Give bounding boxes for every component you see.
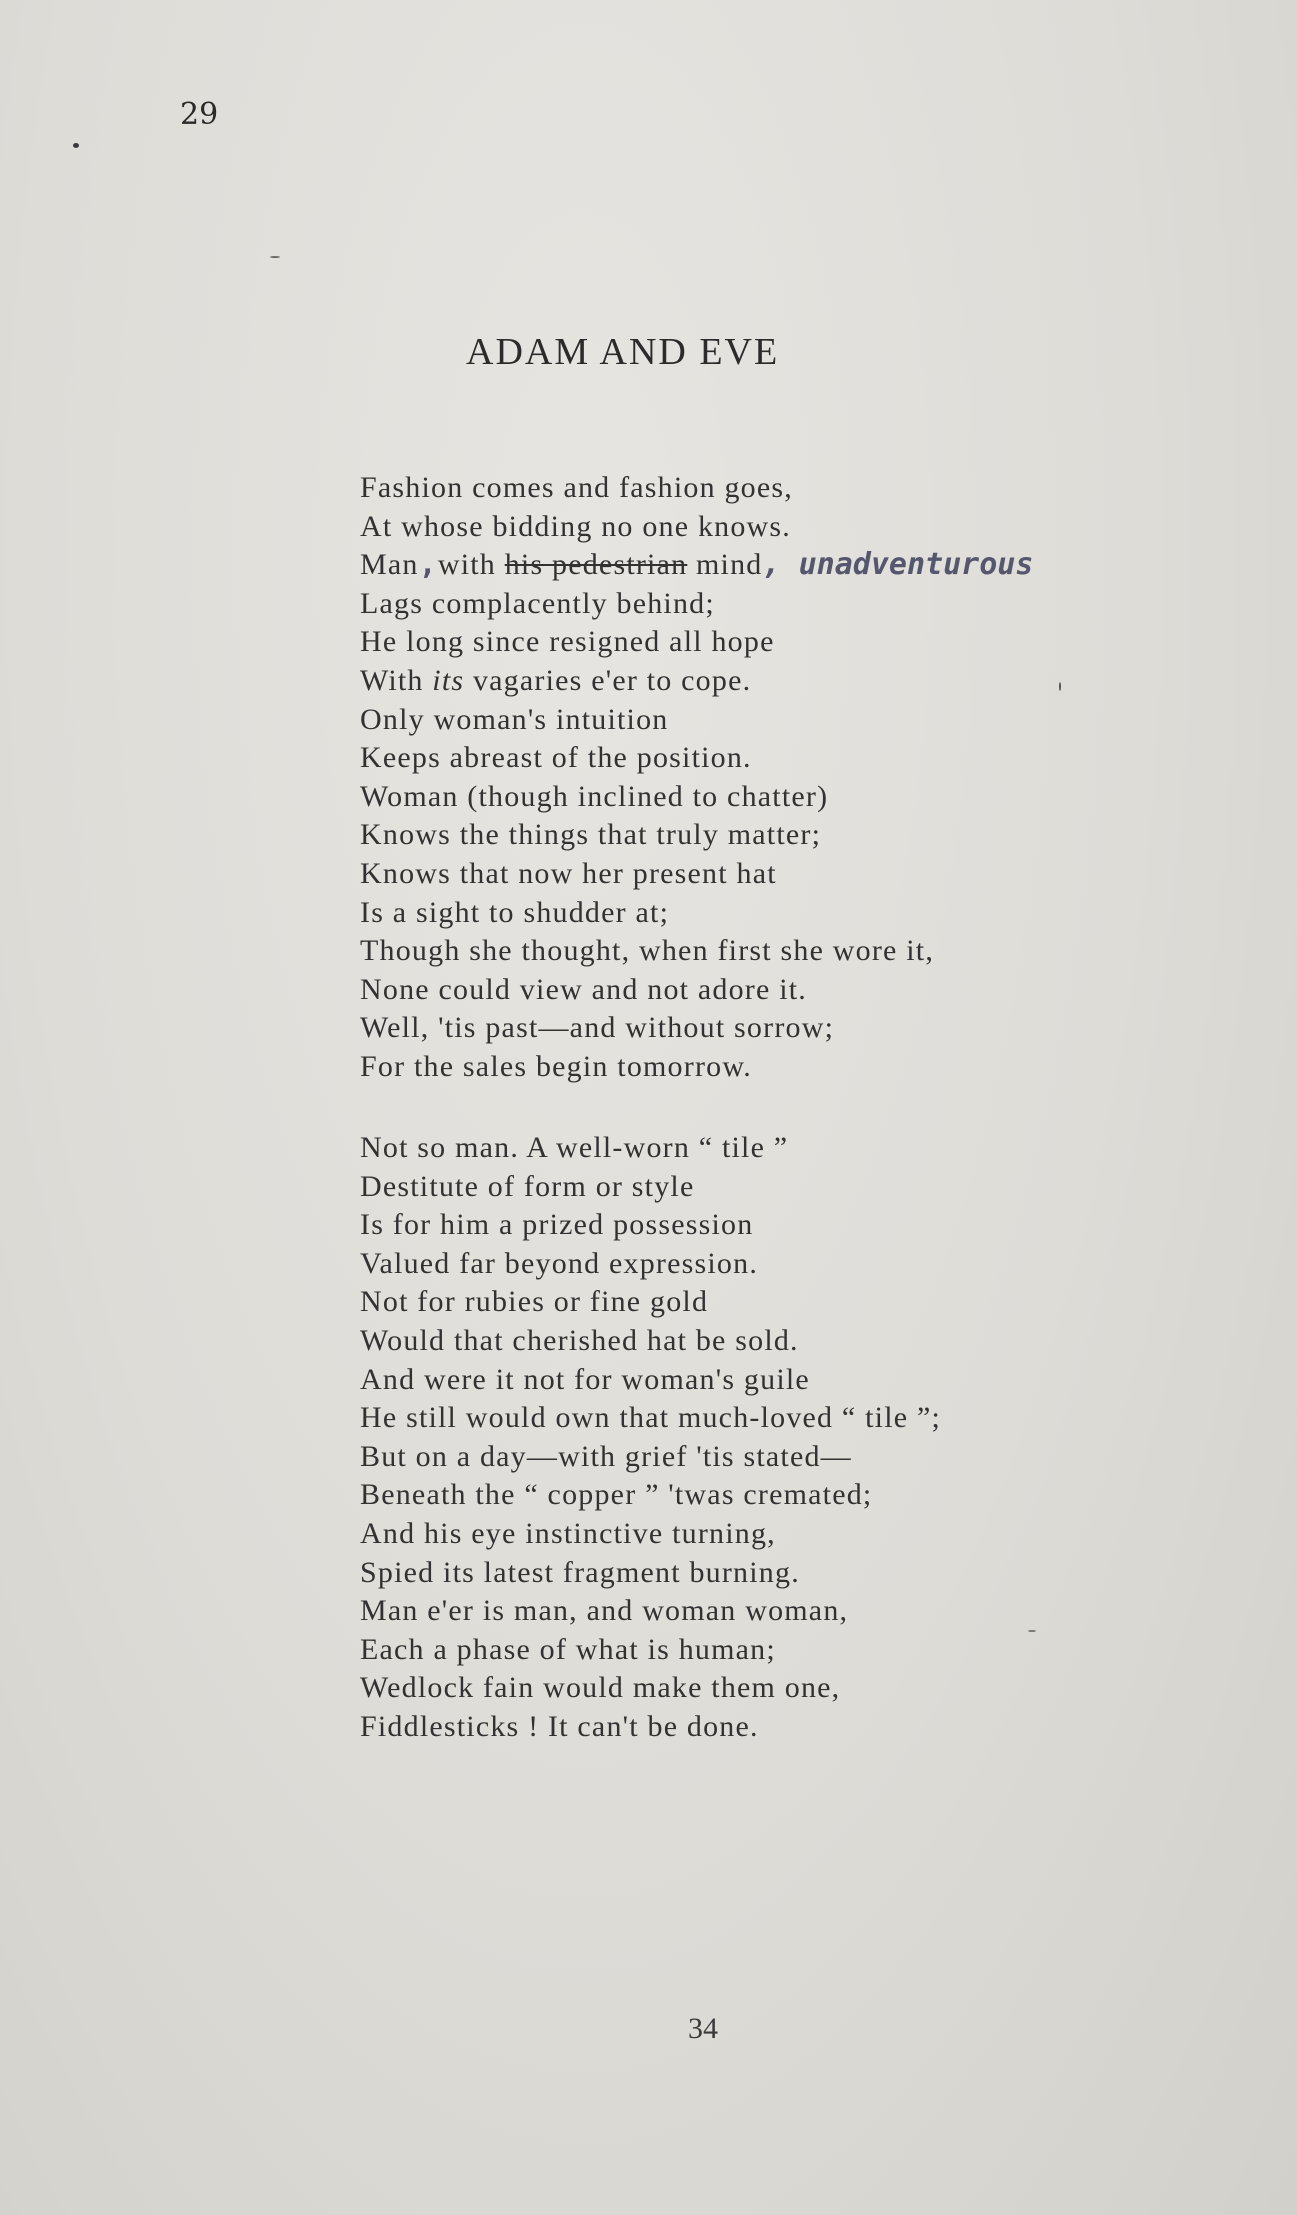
- poem-line: Well, 'tis past—and without sorrow;: [360, 1011, 835, 1045]
- paper-speck: [73, 143, 79, 148]
- stanza-2: [360, 1129, 941, 1747]
- poem-line: Is for him a prized possession: [360, 1208, 754, 1242]
- poem-line: At whose bidding no one knows.: [360, 509, 791, 543]
- struck-text: his pedestrian: [504, 548, 688, 582]
- poem-line: Each a phase of what is human;: [360, 1632, 776, 1666]
- poem-line: Destitute of form or style: [360, 1169, 695, 1203]
- poem-line: Man e'er is man, and woman woman,: [360, 1594, 849, 1628]
- poem-line: Valued far beyond expression.: [360, 1246, 759, 1280]
- poem-line: Not for rubies or fine gold: [360, 1285, 709, 1319]
- page-number-bottom: 34: [688, 2012, 718, 2045]
- line-text: mind: [687, 548, 763, 582]
- poem-line: And his eye instinctive turning,: [360, 1516, 776, 1550]
- poem-line: He long since resigned all hope: [360, 625, 775, 659]
- poem-line: Spied its latest fragment burning.: [360, 1555, 800, 1589]
- poem-line: Beneath the “ copper ” 'twas cremated;: [360, 1478, 873, 1512]
- poem-line: Knows the things that truly matter;: [360, 818, 822, 852]
- stamped-correction: , unadventurous: [762, 547, 1034, 583]
- poem-line: For the sales begin tomorrow.: [360, 1049, 752, 1083]
- page-number-top: 29: [180, 97, 219, 132]
- stamped-comma: ,: [418, 547, 438, 583]
- poem-line: Would that cherished hat be sold.: [360, 1323, 799, 1357]
- poem-line: Not so man. A well-worn “ tile ”: [360, 1131, 789, 1164]
- poem-line: Knows that now her present hat: [360, 856, 777, 890]
- paper-speck: [1028, 1630, 1036, 1632]
- poem-line: He still would own that much-loved “ tile ”;: [360, 1401, 942, 1435]
- line-text: with: [437, 548, 505, 582]
- poem-line: Fiddlesticks ! It can't be done.: [360, 1709, 759, 1743]
- poem-line: And were it not for woman's guile: [360, 1362, 810, 1396]
- poem-title: ADAM AND EVE: [466, 331, 780, 373]
- poem-line: Lags complacently behind;: [360, 586, 715, 620]
- line-text: Man: [360, 548, 419, 582]
- paper-speck: [270, 256, 280, 258]
- poem-line: Is a sight to shudder at;: [360, 895, 670, 929]
- poem-line: Fashion comes and fashion goes,: [360, 471, 793, 504]
- line-text: vagaries e'er to cope.: [464, 663, 752, 697]
- poem-line: But on a day—with grief 'tis stated—: [360, 1439, 852, 1473]
- poem-line-amended: [360, 546, 1033, 585]
- poem-line: None could view and not adore it.: [360, 972, 807, 1006]
- poem-line: Woman (though inclined to chatter): [360, 779, 829, 813]
- poem-line: [360, 662, 1033, 701]
- stanza-1: [360, 469, 1033, 1087]
- poem-line: Only woman's intuition: [360, 702, 669, 736]
- line-text: With: [360, 663, 433, 697]
- paper-speck: [1059, 682, 1061, 691]
- poem-line: Keeps abreast of the position.: [360, 741, 752, 775]
- poem-line: Though she thought, when first she wore it,: [360, 934, 935, 968]
- italic-word: its: [432, 663, 465, 697]
- poem-line: Wedlock fain would make them one,: [360, 1671, 841, 1705]
